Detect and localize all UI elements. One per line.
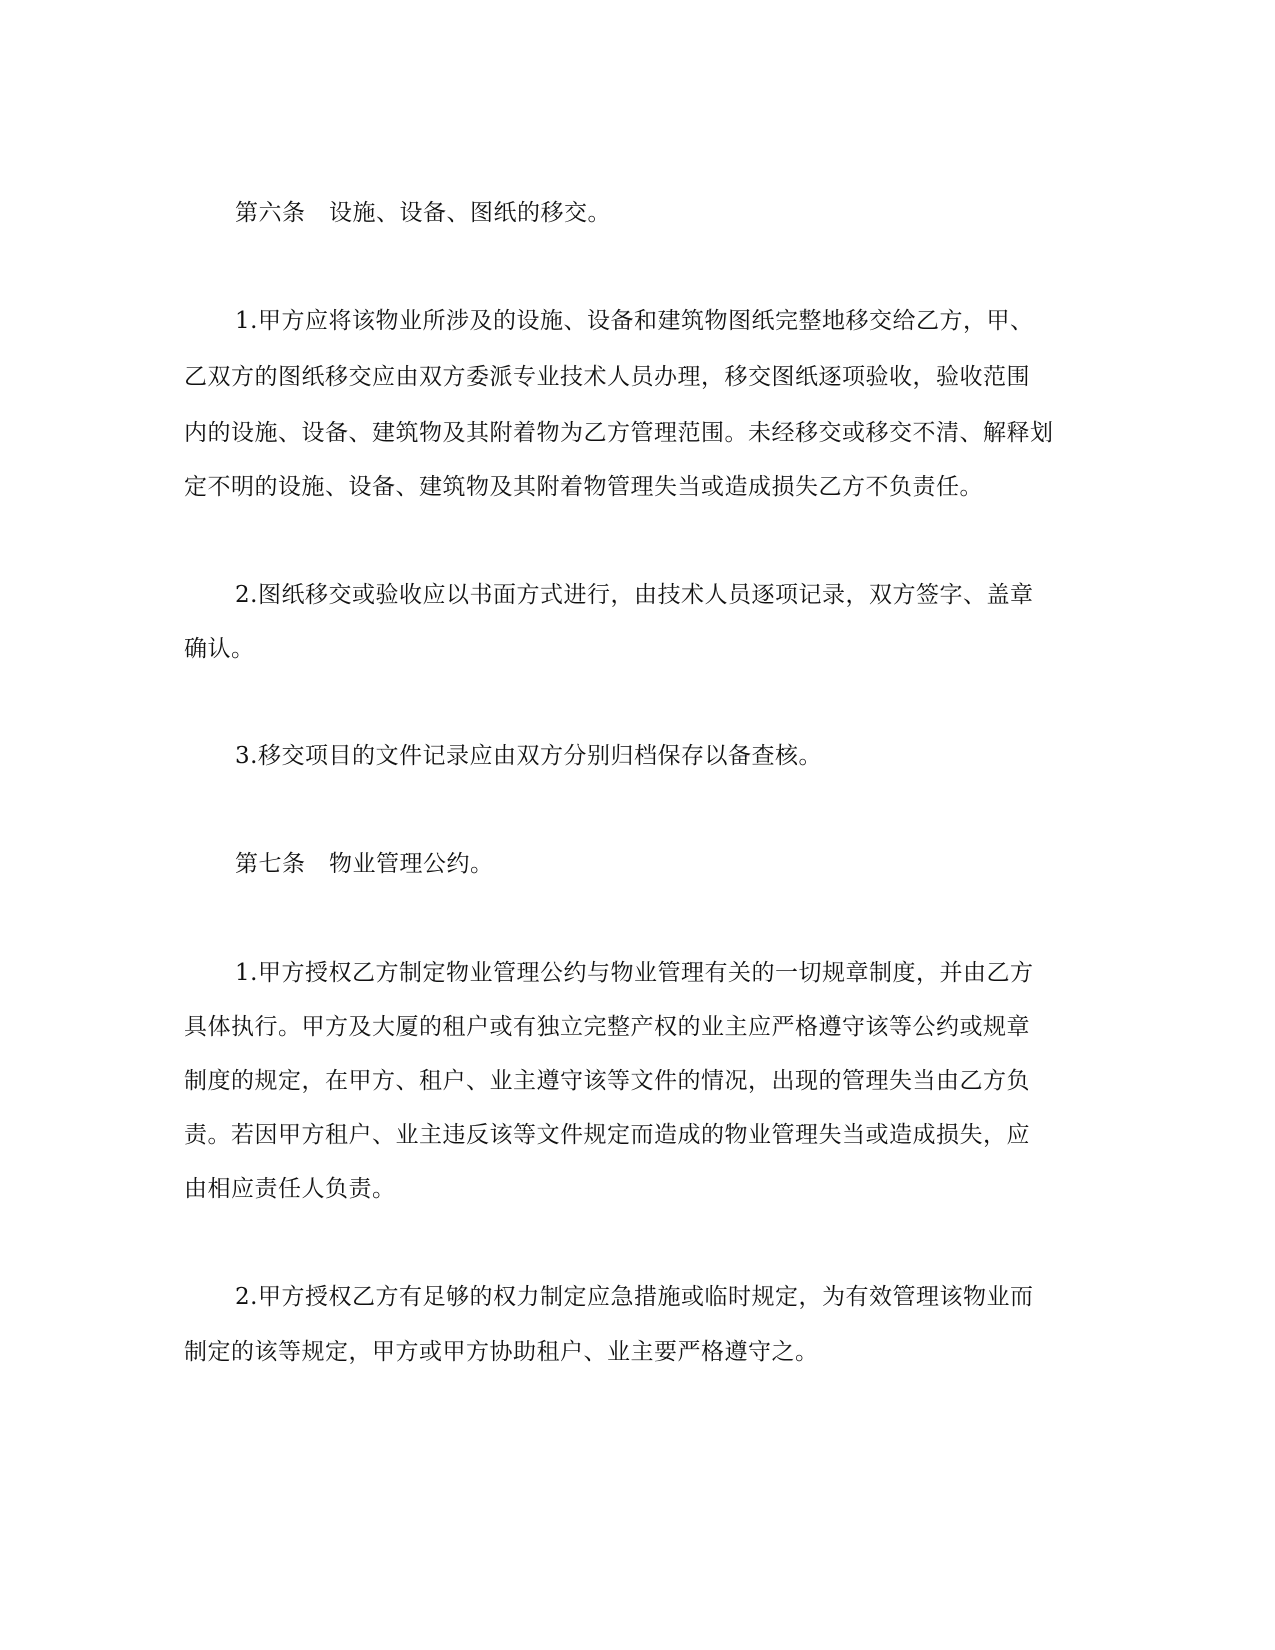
paragraph-line: 具体执行。甲方及大厦的租户或有独立完整产权的业主应严格遵守该等公约或规章 <box>184 1014 1030 1040</box>
paragraph-line: 乙双方的图纸移交应由双方委派专业技术人员办理，移交图纸逐项验收，验收范围 <box>184 364 1030 390</box>
article7-heading: 第七条 物业管理公约。 <box>235 851 494 877</box>
paragraph-line: 定不明的设施、设备、建筑物及其附着物管理失当或造成损失乙方不负责任。 <box>184 474 983 500</box>
paragraph-line: 2.甲方授权乙方有足够的权力制定应急措施或临时规定，为有效管理该物业而 <box>235 1284 1034 1310</box>
paragraph-line: 确认。 <box>184 636 255 662</box>
article6-heading: 第六条 设施、设备、图纸的移交。 <box>235 200 611 226</box>
paragraph-line: 由相应责任人负责。 <box>184 1176 396 1202</box>
paragraph-line: 3.移交项目的文件记录应由双方分别归档保存以备查核。 <box>235 743 822 769</box>
paragraph-line: 1.甲方授权乙方制定物业管理公约与物业管理有关的一切规章制度，并由乙方 <box>235 960 1034 986</box>
paragraph-line: 制定的该等规定，甲方或甲方协助租户、业主要严格遵守之。 <box>184 1339 819 1365</box>
paragraph-line: 内的设施、设备、建筑物及其附着物为乙方管理范围。未经移交或移交不清、解释划 <box>184 420 1054 446</box>
paragraph-line: 1.甲方应将该物业所涉及的设施、设备和建筑物图纸完整地移交给乙方，甲、 <box>235 308 1034 334</box>
paragraph-line: 责。若因甲方租户、业主违反该等文件规定而造成的物业管理失当或造成损失，应 <box>184 1122 1030 1148</box>
paragraph-line: 2.图纸移交或验收应以书面方式进行，由技术人员逐项记录，双方签字、盖章 <box>235 582 1034 608</box>
paragraph-line: 制度的规定，在甲方、租户、业主遵守该等文件的情况，出现的管理失当由乙方负 <box>184 1068 1030 1094</box>
